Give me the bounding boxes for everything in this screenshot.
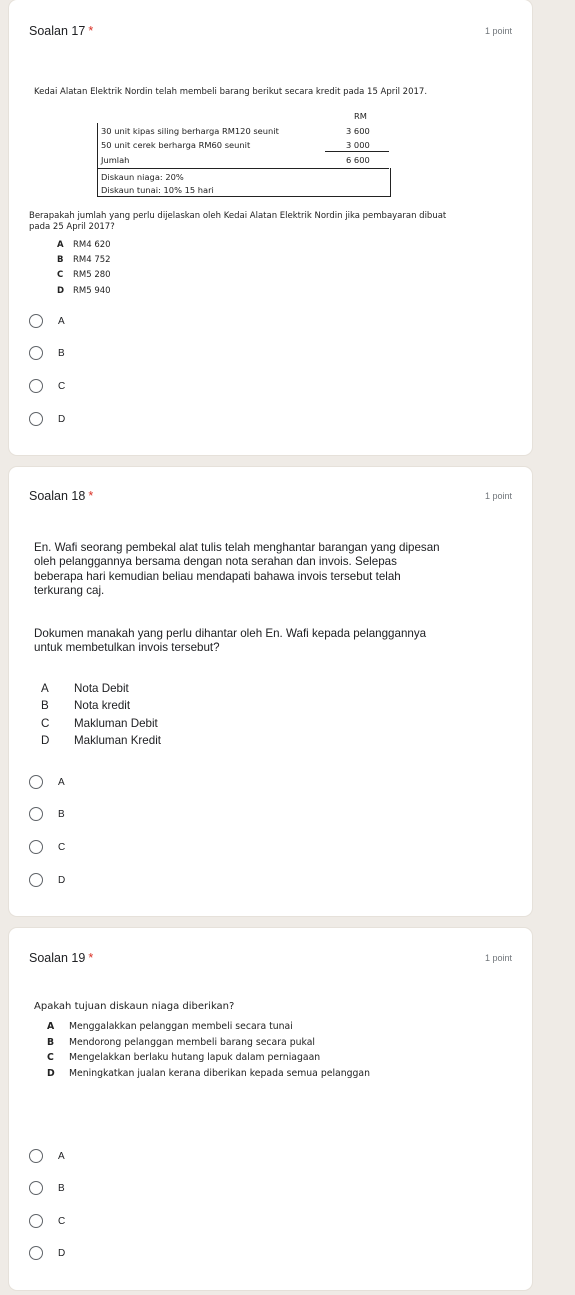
required-mark: * <box>88 24 94 38</box>
radio-label: C <box>58 1215 66 1227</box>
option-text: RM5 940 <box>73 286 111 296</box>
radio-button[interactable] <box>29 412 43 426</box>
radio-button[interactable] <box>29 807 43 821</box>
row-label: Jumlah <box>101 155 130 165</box>
table-left-border <box>97 123 98 168</box>
radio-label: B <box>58 808 65 820</box>
question-title-text: Soalan 18 <box>29 489 86 503</box>
question-text: Apakah tujuan diskaun niaga diberikan? <box>34 1001 235 1012</box>
row-value: 6 600 <box>346 155 370 165</box>
question-title <box>29 951 93 965</box>
radio-button[interactable] <box>29 379 43 393</box>
option-text: Menggalakkan pelanggan membeli secara tunai <box>69 1021 293 1032</box>
radio-button[interactable] <box>29 314 43 328</box>
question-line: pada 25 April 2017? <box>29 222 115 232</box>
option-text: Meningkatkan jualan kerana diberikan kepada semua pelanggan <box>69 1068 371 1080</box>
question-line: Berapakah jumlah yang perlu dijelaskan oleh Kedai Alatan Elektrik Nordin jika pembayaran dibuat <box>29 211 447 221</box>
radio-option-c[interactable] <box>29 377 65 395</box>
radio-option-d[interactable] <box>29 871 65 889</box>
radio-label: B <box>58 1182 65 1194</box>
table-row <box>101 155 389 165</box>
option-letter: D <box>41 733 50 747</box>
currency-header: RM <box>354 111 367 121</box>
row-value: 3 600 <box>346 126 370 136</box>
question-title <box>29 489 93 503</box>
option-line <box>47 1050 370 1066</box>
paragraph-line: oleh pelanggannya bersama dengan nota serahan dan invois. Selepas <box>34 555 397 569</box>
option-letter: C <box>57 270 64 280</box>
option-letter: A <box>41 682 49 695</box>
option-text: Nota kredit <box>74 699 131 713</box>
option-line <box>57 240 111 250</box>
question-intro: Kedai Alatan Elektrik Nordin telah membeli barang berikut secara kredit pada 15 April 2017. <box>34 87 428 97</box>
radio-option-b[interactable] <box>29 805 65 823</box>
question-text <box>29 211 446 233</box>
question-card-17 <box>9 0 532 455</box>
option-line <box>47 1035 370 1051</box>
question-title <box>29 24 93 38</box>
question-card-18 <box>9 467 532 916</box>
radio-label: C <box>58 841 66 853</box>
radio-button[interactable] <box>29 1181 43 1195</box>
option-text: RM5 280 <box>73 270 111 280</box>
option-text: Makluman Debit <box>74 716 158 730</box>
option-line <box>41 697 161 714</box>
radio-label: C <box>58 380 66 392</box>
radio-label: A <box>58 1150 65 1162</box>
table-row <box>101 140 389 150</box>
points-label: 1 point <box>484 491 512 501</box>
option-letter: C <box>41 716 50 730</box>
option-line <box>47 1066 370 1082</box>
radio-label: D <box>58 1247 66 1259</box>
row-value: 3 000 <box>346 140 370 150</box>
radio-option-c[interactable] <box>29 1212 65 1230</box>
paragraph-line: terkurang caj. <box>34 583 105 597</box>
option-text: Makluman Kredit <box>74 733 161 747</box>
points-label: 1 point <box>484 953 512 963</box>
radio-button[interactable] <box>29 1246 43 1260</box>
question-paragraph-2 <box>34 627 426 656</box>
trade-discount: Diskaun niaga: 20% <box>101 172 184 182</box>
option-line <box>41 732 161 749</box>
required-mark: * <box>88 489 94 503</box>
radio-option-c[interactable] <box>29 838 65 856</box>
option-line <box>47 1019 370 1035</box>
radio-button[interactable] <box>29 775 43 789</box>
radio-label: A <box>58 776 65 788</box>
question-card-19 <box>9 928 532 1290</box>
radio-button[interactable] <box>29 346 43 360</box>
points-label: 1 point <box>484 26 512 36</box>
radio-option-b[interactable] <box>29 344 65 362</box>
paragraph-line: En. Wafi seorang pembekal alat tulis telah menghantar barangan yang dipesan <box>34 541 440 554</box>
row-label: 50 unit cerek berharga RM60 seunit <box>101 140 251 150</box>
option-line <box>57 270 111 280</box>
option-letter: D <box>57 286 65 296</box>
radio-label: D <box>58 874 66 886</box>
radio-option-a[interactable] <box>29 312 65 330</box>
option-line <box>41 715 161 732</box>
option-letter: A <box>47 1021 55 1032</box>
question-title-text: Soalan 19 <box>29 951 86 965</box>
option-text: Nota Debit <box>74 682 129 695</box>
radio-option-d[interactable] <box>29 1244 65 1262</box>
option-line <box>57 255 111 265</box>
option-letter: B <box>41 699 49 713</box>
paragraph-line: beberapa hari kemudian beliau mendapati bahawa invois tersebut telah <box>34 569 401 583</box>
option-letter: B <box>57 255 64 265</box>
paragraph-line: untuk membetulkan invois tersebut? <box>34 641 220 655</box>
paragraph-line: Dokumen manakah yang perlu dihantar oleh En. Wafi kepada pelanggannya <box>34 627 427 640</box>
option-text: Mendorong pelanggan membeli barang secara pukal <box>69 1036 315 1048</box>
option-text: Mengelakkan berlaku hutang lapuk dalam perniagaan <box>69 1052 321 1064</box>
required-mark: * <box>88 951 94 965</box>
subtotal-line <box>325 151 389 152</box>
table-row <box>101 126 389 136</box>
question-paragraph-1 <box>34 541 440 598</box>
row-label: 30 unit kipas siling berharga RM120 seunit <box>101 126 279 136</box>
option-letter: B <box>47 1036 55 1048</box>
question-title-text: Soalan 17 <box>29 24 86 38</box>
cash-discount: Diskaun tunai: 10% 15 hari <box>101 185 214 195</box>
option-text: RM4 752 <box>73 255 111 265</box>
option-text: RM4 620 <box>73 240 111 250</box>
radio-option-b[interactable] <box>29 1179 65 1197</box>
radio-option-a[interactable] <box>29 1147 65 1165</box>
option-line <box>41 680 161 697</box>
radio-button[interactable] <box>29 840 43 854</box>
radio-button[interactable] <box>29 1214 43 1228</box>
radio-button[interactable] <box>29 873 43 887</box>
radio-label: D <box>58 413 66 425</box>
radio-option-a[interactable] <box>29 773 65 791</box>
radio-button[interactable] <box>29 1149 43 1163</box>
option-line <box>57 286 111 296</box>
option-letter: A <box>57 240 64 250</box>
option-list <box>41 680 161 749</box>
option-letter: C <box>47 1052 54 1064</box>
radio-label: A <box>58 315 65 327</box>
radio-label: B <box>58 347 65 359</box>
option-list <box>47 1019 370 1082</box>
option-letter: D <box>47 1068 55 1080</box>
radio-option-d[interactable] <box>29 410 65 428</box>
